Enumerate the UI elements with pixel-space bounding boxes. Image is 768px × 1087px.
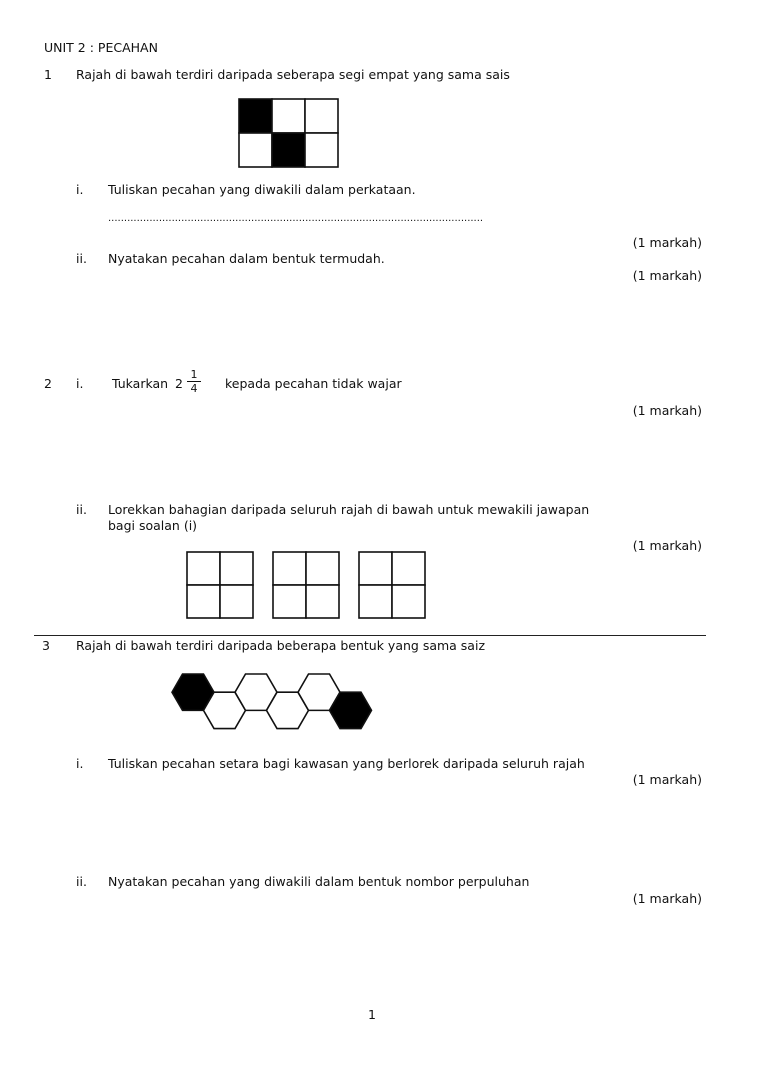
- q2-i-denominator: 4: [190, 382, 198, 395]
- square-quarter[interactable]: [220, 552, 253, 585]
- q3-ii-label: ii.: [76, 874, 87, 889]
- quartered-square[interactable]: [187, 552, 253, 618]
- q2-ii-text-line1: Lorekkan bahagian daripada seluruh rajah di bawah untuk mewakili jawapan: [108, 502, 590, 517]
- q3-ii-marks: (1 markah): [632, 891, 702, 906]
- q2-i-label: i.: [76, 376, 84, 391]
- q3-number: 3: [42, 638, 50, 653]
- q2-ii-label: ii.: [76, 502, 87, 517]
- page-number: 1: [368, 1007, 376, 1022]
- q1-i-label: i.: [76, 182, 84, 197]
- square-quarter[interactable]: [359, 552, 392, 585]
- q1-text: Rajah di bawah terdiri daripada seberapa segi empat yang sama sais: [76, 67, 510, 82]
- square-quarter[interactable]: [187, 552, 220, 585]
- grid-cell-shaded: [272, 133, 305, 167]
- page-header: UNIT 2 : PECAHAN: [44, 40, 158, 55]
- q3-i-label: i.: [76, 756, 84, 771]
- square-quarter[interactable]: [273, 552, 306, 585]
- q1-i-text: Tuliskan pecahan yang diwakili dalam perkataan.: [108, 182, 416, 197]
- grid-cell-shaded: [239, 99, 272, 133]
- q1-grid-figure: [238, 98, 340, 168]
- square-quarter[interactable]: [187, 585, 220, 618]
- q3-i-marks: (1 markah): [632, 772, 702, 787]
- q3-hexagon-figure: [170, 672, 380, 742]
- q2-ii-marks: (1 markah): [632, 538, 702, 553]
- square-quarter[interactable]: [306, 585, 339, 618]
- section-divider: [34, 635, 706, 636]
- q1-ii-marks: (1 markah): [632, 268, 702, 283]
- grid-cell: [305, 99, 338, 133]
- q1-number: 1: [44, 67, 52, 82]
- square-quarter[interactable]: [306, 552, 339, 585]
- q1-i-marks: (1 markah): [632, 235, 702, 250]
- q1-ii-label: ii.: [76, 251, 87, 266]
- q2-ii-text-line2: bagi soalan (i): [108, 518, 198, 533]
- q3-ii-text: Nyatakan pecahan yang diwakili dalam bentuk nombor perpuluhan: [108, 874, 530, 889]
- grid-cell: [239, 133, 272, 167]
- q1-ii-text: Nyatakan pecahan dalam bentuk termudah.: [108, 251, 385, 266]
- q2-i-whole: 2: [175, 376, 183, 391]
- q2-number: 2: [44, 376, 52, 391]
- q2-i-text-after: kepada pecahan tidak wajar: [225, 376, 402, 391]
- square-quarter[interactable]: [359, 585, 392, 618]
- square-quarter[interactable]: [273, 585, 306, 618]
- q3-i-text: Tuliskan pecahan setara bagi kawasan yang berlorek daripada seluruh rajah: [108, 756, 585, 771]
- q2-i-fraction: [187, 369, 201, 394]
- quartered-square[interactable]: [273, 552, 339, 618]
- q3-text: Rajah di bawah terdiri daripada beberapa bentuk yang sama saiz: [76, 638, 486, 653]
- q2-i-numerator: 1: [190, 368, 198, 381]
- grid-cell: [272, 99, 305, 133]
- square-quarter[interactable]: [392, 552, 425, 585]
- square-quarter[interactable]: [220, 585, 253, 618]
- q1-i-answer-line[interactable]: ......................................................................................................................: [108, 213, 484, 224]
- q2-i-marks: (1 markah): [632, 403, 702, 418]
- q2-squares-figure[interactable]: [186, 551, 426, 621]
- quartered-square[interactable]: [359, 552, 425, 618]
- grid-cell: [305, 133, 338, 167]
- q2-i-text-before: Tukarkan: [112, 376, 169, 391]
- square-quarter[interactable]: [392, 585, 425, 618]
